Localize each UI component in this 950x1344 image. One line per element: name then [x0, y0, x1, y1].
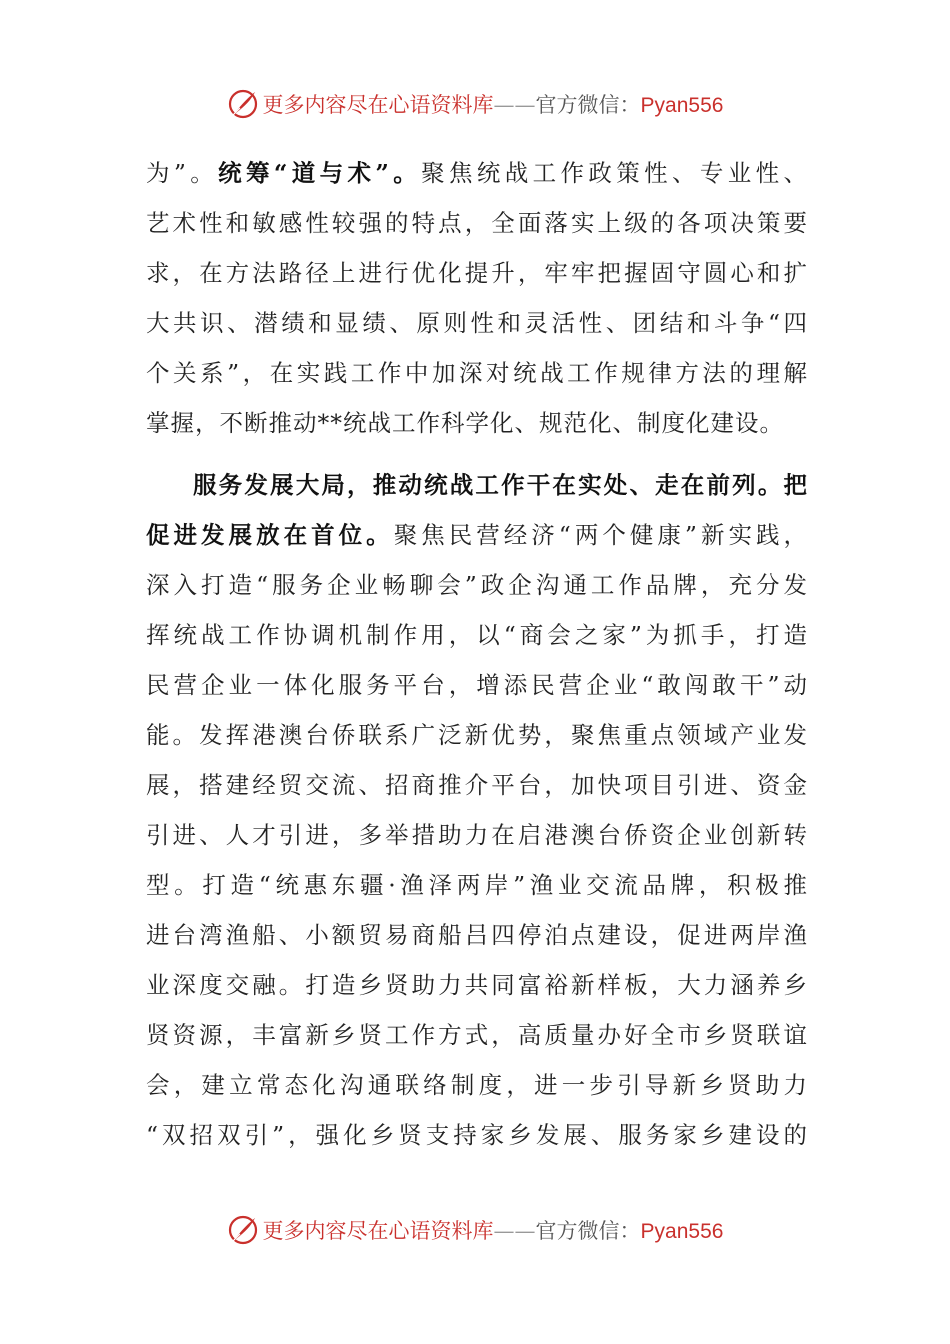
text-segment: 进台湾渔船、小额贸易商船吕四停泊点建设，促进两岸渔	[146, 921, 808, 949]
text-line	[146, 298, 808, 348]
banner-wechat-label: 官方微信：	[535, 93, 641, 117]
text-line	[146, 810, 808, 860]
text-segment: 艺术性和敏感性较强的特点，全面落实上级的各项决策要	[146, 209, 808, 237]
text-line	[146, 1060, 808, 1110]
text-segment: 大共识、潜绩和显绩、原则性和灵活性、团结和斗争“四	[146, 309, 808, 337]
text-line	[146, 198, 808, 248]
banner-dash: ——	[493, 1219, 536, 1243]
text-segment: 型。打造“统惠东疆·渔泽两岸”渔业交流品牌，积极推	[146, 871, 808, 899]
text-segment: “双招双引”，强化乡贤支持家乡发展、服务家乡建设的	[146, 1121, 808, 1149]
text-line	[146, 248, 808, 298]
text-line	[146, 760, 808, 810]
text-line	[146, 1010, 808, 1060]
banner-text	[263, 1215, 724, 1245]
text-line	[146, 860, 808, 910]
bold-text-segment: 促进发展放在首位。	[146, 521, 394, 549]
text-line	[146, 610, 808, 660]
text-segment: 聚焦民营经济“两个健康”新实践，	[393, 521, 808, 549]
text-line	[146, 1110, 808, 1160]
text-line	[146, 148, 808, 198]
quill-logo-icon	[227, 1214, 259, 1246]
text-segment: 会，建立常态化沟通联络制度，进一步引导新乡贤助力	[146, 1071, 808, 1099]
quill-logo-icon	[227, 88, 259, 120]
text-segment: 挥统战工作协调机制作用，以“商会之家”为抓手，打造	[146, 621, 808, 649]
text-segment: 贤资源，丰富新乡贤工作方式，高质量办好全市乡贤联谊	[146, 1021, 808, 1049]
banner-prefix: 更多内容尽在心语资料库	[262, 93, 494, 117]
banner-wechat-label: 官方微信：	[535, 1219, 641, 1243]
text-line	[146, 660, 808, 710]
text-line	[146, 510, 808, 560]
banner-wechat-id: Pyan556	[640, 94, 724, 117]
text-segment: 为”。	[146, 159, 219, 187]
document-body	[146, 148, 808, 1160]
text-line	[146, 398, 808, 448]
text-line	[146, 348, 808, 398]
text-segment: 掌握，不断推动**统战工作科学化、规范化、制度化建设。	[146, 409, 784, 437]
bold-text-segment: 统筹“道与术”。	[218, 159, 422, 187]
text-segment: 民营企业一体化服务平台，增添民营企业“敢闯敢干”动	[146, 671, 808, 699]
text-line	[146, 960, 808, 1010]
text-segment: 聚焦统战工作政策性、专业性、	[421, 159, 808, 187]
banner-text	[263, 89, 724, 119]
footer-banner	[0, 1210, 950, 1250]
text-line	[146, 560, 808, 610]
text-segment: 能。发挥港澳台侨联系广泛新优势，聚焦重点领域产业发	[146, 721, 808, 749]
banner-dash: ——	[493, 93, 536, 117]
text-segment: 业深度交融。打造乡贤助力共同富裕新样板，大力涵养乡	[146, 971, 808, 999]
text-segment: 个关系”，在实践工作中加深对统战工作规律方法的理解	[146, 359, 808, 387]
banner-wechat-id: Pyan556	[640, 1220, 724, 1243]
paragraph-gap	[146, 448, 808, 460]
text-segment: 展，搭建经贸交流、招商推介平台，加快项目引进、资金	[146, 771, 808, 799]
banner-prefix: 更多内容尽在心语资料库	[262, 1219, 494, 1243]
header-banner	[0, 84, 950, 124]
text-segment: 深入打造“服务企业畅聊会”政企沟通工作品牌，充分发	[146, 571, 808, 599]
text-segment: 引进、人才引进，多举措助力在启港澳台侨资企业创新转	[146, 821, 808, 849]
text-segment: 求，在方法路径上进行优化提升，牢牢把握固守圆心和扩	[146, 259, 808, 287]
text-line	[146, 460, 808, 510]
text-line	[146, 910, 808, 960]
text-line	[146, 710, 808, 760]
bold-text-segment: 服务发展大局，推动统战工作干在实处、走在前列。把	[193, 471, 808, 499]
